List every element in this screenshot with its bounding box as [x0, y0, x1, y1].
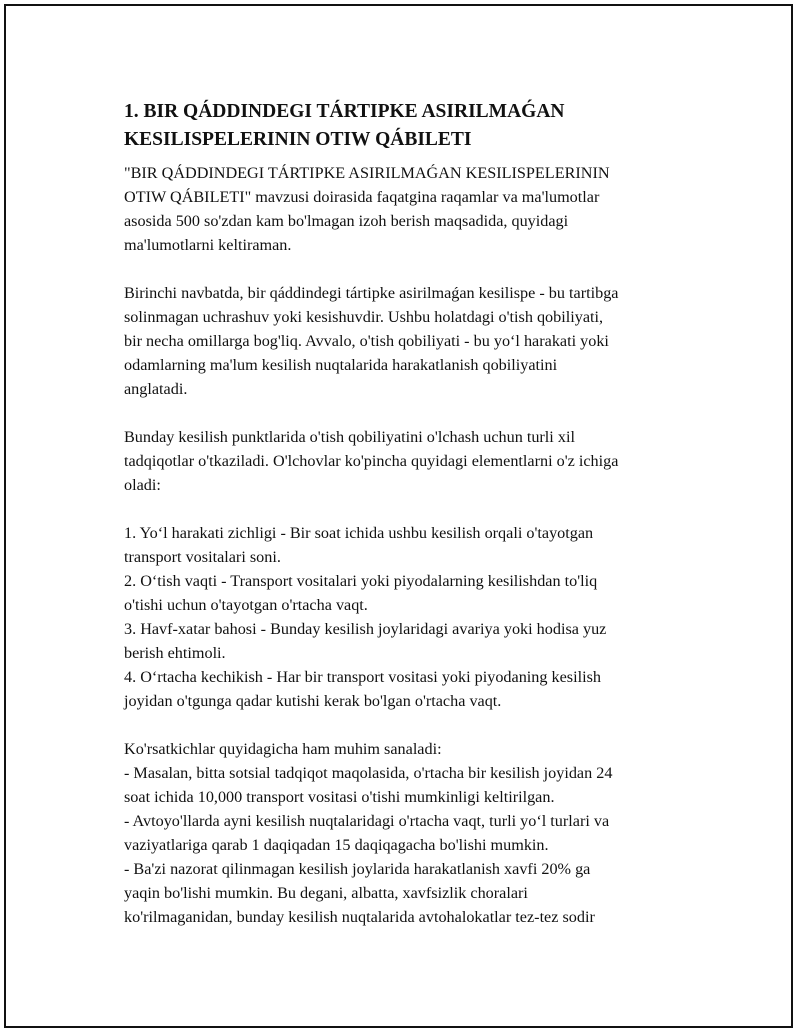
numbered-list — [124, 521, 694, 713]
text-line: Birinchi navbatda, bir qáddindegi tártipke asirilmaǵan kesilispe - bu tartibga — [124, 284, 619, 302]
text-line: Ko'rsatkichlar quyidagicha ham muhim sanaladi: — [124, 740, 442, 758]
bullet-line: - Avtoyo'llarda ayni kesilish nuqtalaridagi o'rtacha vaqt, turli yoʻl turlari va — [124, 812, 610, 830]
bullet-line: ko'rilmaganidan, bunday kesilish nuqtalarida avtohalokatlar tez-tez sodir — [124, 908, 595, 926]
bullet-line: - Ba'zi nazorat qilinmagan kesilish joylarida harakatlanish xavfi 20% ga — [124, 860, 591, 878]
list-item-line: transport vositalari soni. — [124, 548, 281, 566]
list-item-line: 2. Oʻtish vaqti - Transport vositalari yoki piyodalarning kesilishdan to'liq — [124, 572, 598, 590]
text-line: odamlarning ma'lum kesilish nuqtalarida harakatlanish qobiliyatini — [124, 356, 558, 374]
bullet-line: vaziyatlariga qarab 1 daqiqadan 15 daqiqagacha bo'lishi mumkin. — [124, 836, 549, 854]
title-line: 1. BIR QÁDDINDEGI TÁRTIPKE ASIRILMAǴAN — [124, 101, 565, 122]
text-line: OTIW QÁBILETI" mavzusi doirasida faqatgina raqamlar va ma'lumotlar — [124, 188, 600, 206]
paragraph-definition — [124, 281, 694, 401]
list-item-line: 3. Havf-xatar bahosi - Bunday kesilish joylaridagi avariya yoki hodisa yuz — [124, 620, 607, 638]
text-line: "BIR QÁDDINDEGI TÁRTIPKE ASIRILMAǴAN KESILISPELERININ — [124, 164, 610, 182]
text-line: solinmagan uchrashuv yoki kesishuvdir. Ushbu holatdagi o'tish qobiliyati, — [124, 308, 604, 326]
text-line: asosida 500 so'zdan kam bo'lmagan izoh berish maqsadida, quyidagi — [124, 212, 569, 230]
indicators-paragraph — [124, 737, 694, 929]
text-line: ma'lumotlarni keltiraman. — [124, 236, 292, 254]
bullet-line: soat ichida 10,000 transport vositasi o'tishi mumkinligi keltirilgan. — [124, 788, 555, 806]
document-content — [124, 98, 694, 953]
list-item-line: 1. Yoʻl harakati zichligi - Bir soat ichida ushbu kesilish orqali o'tayotgan — [124, 524, 594, 542]
text-line: bir necha omillarga bog'liq. Avvalo, o'tish qobiliyati - bu yoʻl harakati yoki — [124, 332, 609, 350]
page-frame — [4, 4, 793, 1028]
document-title — [124, 98, 694, 154]
text-line: oladi: — [124, 476, 161, 494]
bullet-line: yaqin bo'lishi mumkin. Bu degani, albatta, xavfsizlik choralari — [124, 884, 528, 902]
list-item-line: o'tishi uchun o'tayotgan o'rtacha vaqt. — [124, 596, 368, 614]
paragraph-intro — [124, 161, 694, 257]
document-body — [124, 161, 694, 929]
bullet-line: - Masalan, bitta sotsial tadqiqot maqolasida, o'rtacha bir kesilish joyidan 24 — [124, 764, 613, 782]
list-item-line: joyidan o'tgunga qadar kutishi kerak bo'lgan o'rtacha vaqt. — [124, 692, 502, 710]
text-line: tadqiqotlar o'tkaziladi. O'lchovlar ko'pincha quyidagi elementlarni o'z ichiga — [124, 452, 619, 470]
list-item-line: 4. Oʻrtacha kechikish - Har bir transport vositasi yoki piyodaning kesilish — [124, 668, 601, 686]
list-item-line: berish ehtimoli. — [124, 644, 226, 662]
title-line: KESILISPELERININ OTIW QÁBILETI — [124, 129, 472, 150]
paragraph-measurement — [124, 425, 694, 497]
text-line: Bunday kesilish punktlarida o'tish qobiliyatini o'lchash uchun turli xil — [124, 428, 575, 446]
text-line: anglatadi. — [124, 380, 188, 398]
